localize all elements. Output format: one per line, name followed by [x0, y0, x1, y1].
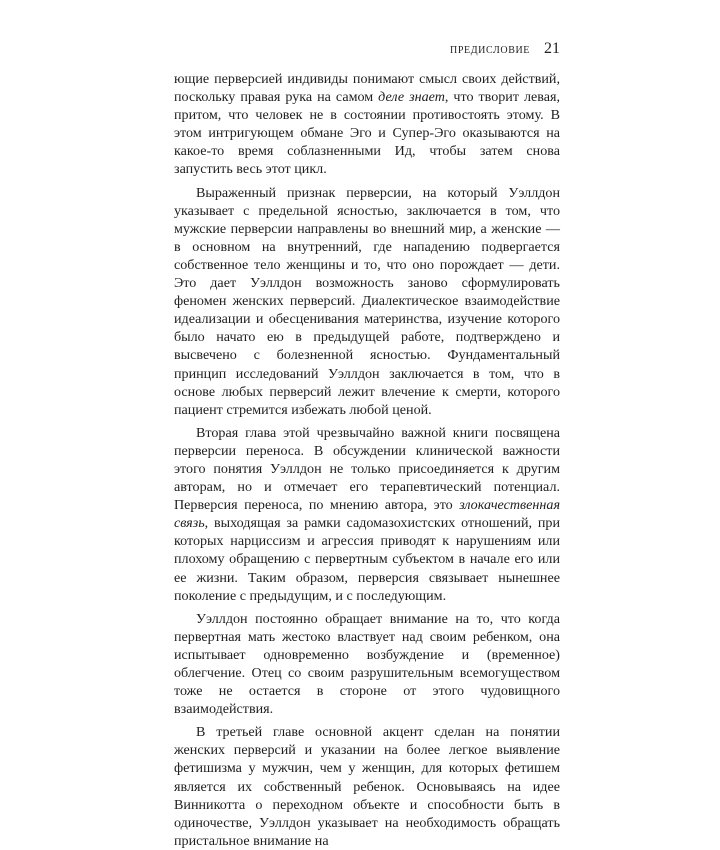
- paragraph-text: ющие перверсией индивиды понимают смысл своих действий, поскольку правая рука на самом: [174, 71, 560, 106]
- paragraph-2: [174, 184, 560, 419]
- page-number: 21: [544, 40, 560, 57]
- book-page: [174, 40, 560, 850]
- paragraph-3: [174, 424, 560, 605]
- paragraph-text: Вторая глава этой чрезвычайно важной книги посвящена перверсии переноса. В обсуждении клинической важности этого понятия Уэллдон не только присоединяется к другим авторам, но и отмечает его терапевтический потенциал. Перверсия переноса, по мнению автора, это: [174, 424, 560, 514]
- body-text: [174, 70, 560, 850]
- paragraph-text: , выходящая за рамки садомазохистских отношений, при которых нарциссизм и агрессия приводят к нарушениям или плохому обращению с первертным субъектом в начале его или ее жизни. Таким образом, перверсия связывает нынешнее поколение с предыдущим, и с последующим.: [174, 515, 560, 604]
- paragraph-4: [174, 610, 560, 719]
- paragraph-text: В третьей главе основной акцент сделан на понятии женских перверсий и указании на более легкое выявление фетишизма у мужчин, чем у женщин, для которых фетишем является их собственный ребенок. Основываясь на идее Винникотта о переходном объекте и способности быть в одиночестве, Уэллдон указывает на необходимость обращать пристальное внимание на: [174, 724, 560, 849]
- emphasis-text: злокачественная связь: [174, 497, 560, 532]
- paragraph-text: , что творит левая, притом, что человек не в состоянии противостоять этому. В этом интригующем обмане Эго и Супер-Эго оказываются на какое-то время соблазненными Ид, чтобы затем снова запустить весь этот цикл.: [174, 89, 560, 178]
- paragraph-text: Уэллдон постоянно обращает внимание на то, что когда первертная мать жестоко властвует над своим ребенком, она испытывает одновременно возбуждение и (временное) облегчение. Отец со своим разрушительным всемогуществом тоже не остается в стороне от этого чудовищного взаимодействия.: [174, 610, 560, 718]
- paragraph-text: Выраженный признак перверсии, на который Уэллдон указывает с предельной ясностью, заключается в том, что мужские перверсии направлены во внешний мир, а женские — в основном на внутренний, где нападению подвергается собственное тело женщины и то, что оно порождает — дети. Это дает Уэллдон возможность заново сформулировать феномен женских перверсий. Диалектическое взаимодействие идеализации и обесценивания материнства, изучение которого было начато ею в предыдущей работе, подтверждено и высвечено с болезненной ясностью. Фундаментальный принцип исследований Уэллдон заключается в том, что в основе любых перверсий лежит влечение к смерти, которого пациент стремится избежать любой ценой.: [174, 184, 560, 418]
- running-head: [174, 40, 560, 64]
- paragraph-5: [174, 723, 560, 850]
- section-title: ПРЕДИСЛОВИЕ: [450, 45, 530, 56]
- paragraph-1: [174, 70, 560, 179]
- emphasis-text: деле знает: [378, 89, 445, 106]
